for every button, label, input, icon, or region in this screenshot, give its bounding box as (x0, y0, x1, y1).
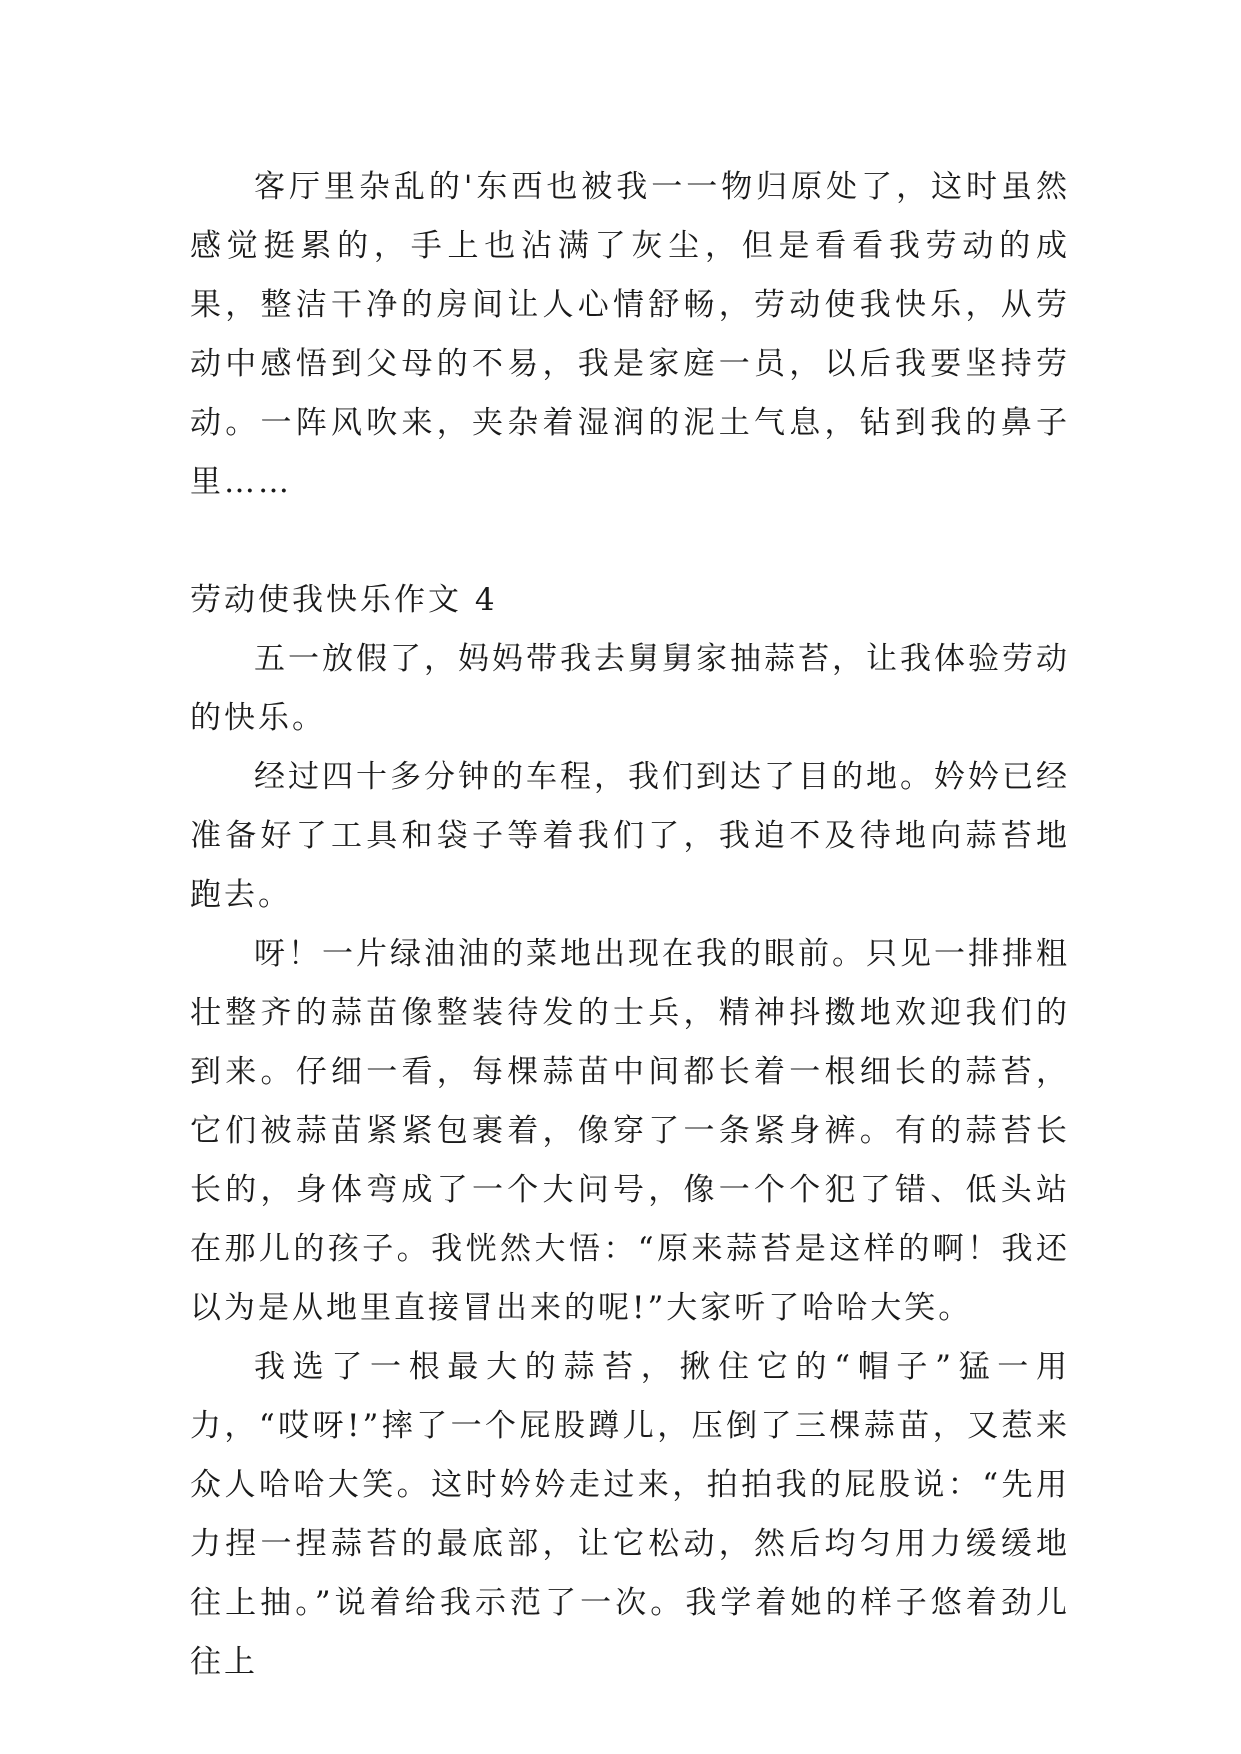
document-body (190, 158, 1070, 1692)
paragraph-2: 经过四十多分钟的车程，我们到达了目的地。妗妗已经准备好了工具和袋子等着我们了，我迫不及待地向蒜苔地跑去。 (190, 759, 1070, 913)
section-spacer (190, 512, 1070, 571)
paragraph-3: 呀！一片绿油油的菜地出现在我的眼前。只见一排排粗壮整齐的蒜苗像整装待发的士兵，精神抖擞地欢迎我们的到来。仔细一看，每棵蒜苗中间都长着一根细长的蒜苔，它们被蒜苗紧紧包裹着，像穿了一条紧身裤。有的蒜苔长长的，身体弯成了一个大问号，像一个个犯了错、低头站在那儿的孩子。我恍然大悟：“原来蒜苔是这样的啊！我还以为是从地里直接冒出来的呢!”大家听了哈哈大笑。 (190, 936, 1070, 1326)
paragraph-1: 五一放假了，妈妈带我去舅舅家抽蒜苔，让我体验劳动的快乐。 (190, 641, 1070, 736)
paragraph-4: 我选了一根最大的蒜苔，揪住它的“帽子”猛一用力，“哎呀!”摔了一个屁股蹲儿，压倒了三棵蒜苗，又惹来众人哈哈大笑。这时妗妗走过来，拍拍我的屁股说：“先用力捏一捏蒜苔的最底部，让它松动，然后均匀用力缓缓地往上抽。”说着给我示范了一次。我学着她的样子悠着劲儿往上 (190, 1349, 1070, 1680)
section-title: 劳动使我快乐作文 4 (190, 582, 498, 618)
paragraph-intro: 客厅里杂乱的'东西也被我一一物归原处了，这时虽然感觉挺累的，手上也沾满了灰尘，但是看看我劳动的成果，整洁干净的房间让人心情舒畅，劳动使我快乐，从劳动中感悟到父母的不易，我是家庭一员，以后我要坚持劳动。一阵风吹来，夹杂着湿润的泥土气息，钻到我的鼻子里…… (190, 169, 1070, 500)
